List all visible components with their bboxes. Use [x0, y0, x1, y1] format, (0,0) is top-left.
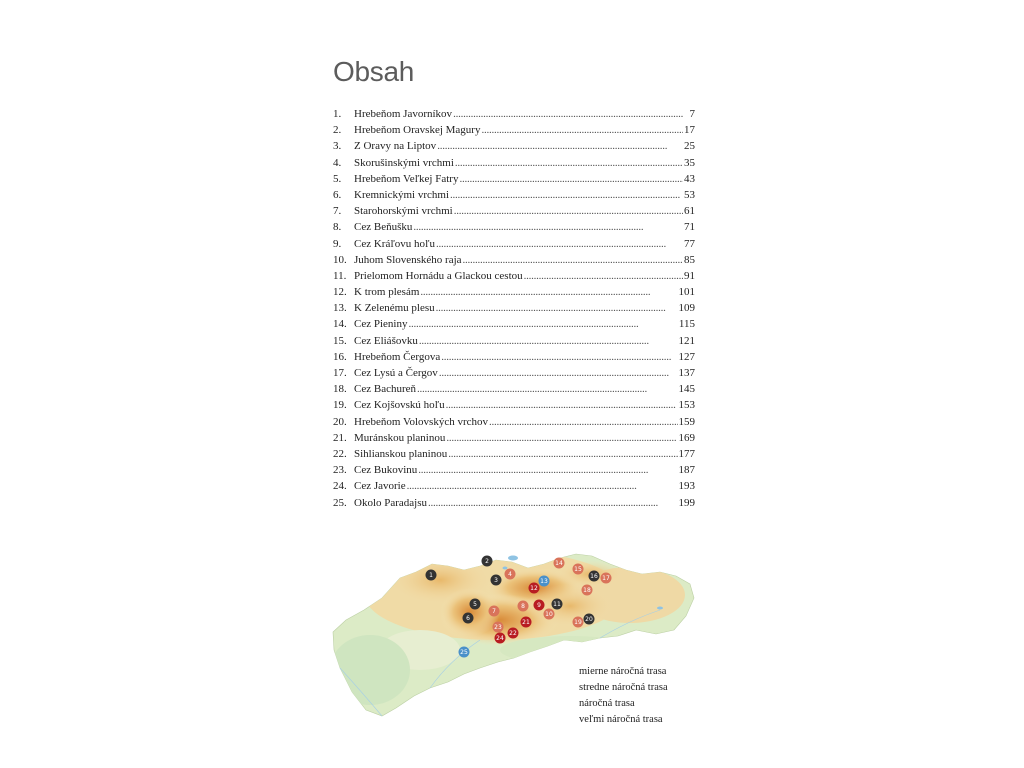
toc-entry[interactable]	[333, 205, 695, 221]
dot-leader	[420, 286, 677, 298]
route-marker-24	[495, 633, 506, 644]
toc-entry-title: Cez Beňušku	[354, 221, 413, 234]
legend-item-easy: mierne náročná trasa	[579, 666, 667, 677]
toc-entry-title: Z Oravy na Liptov	[354, 140, 437, 153]
toc-entry[interactable]	[333, 480, 695, 496]
dot-leader	[408, 318, 677, 330]
toc-entry-number: 11.	[333, 269, 347, 282]
dot-leader	[436, 238, 683, 250]
toc-entry-number: 16.	[333, 350, 347, 363]
toc-entry-number: 12.	[333, 286, 347, 299]
toc-entry-title: Kremnickými vrchmi	[354, 188, 450, 201]
dot-leader	[418, 464, 677, 476]
toc-entry-number: 17.	[333, 367, 347, 379]
toc-entry[interactable]	[333, 399, 695, 415]
dot-leader	[450, 189, 683, 201]
toc-entry-page: 43	[684, 172, 695, 185]
toc-entry-title: Skorušinskými vrchmi	[354, 156, 454, 169]
route-marker-21	[521, 617, 532, 628]
route-marker-label: 21	[522, 619, 530, 626]
toc-entry-page: 145	[678, 383, 695, 396]
toc-entry-title: Cez Lysú a Čergov	[354, 367, 438, 379]
toc-entry[interactable]	[333, 221, 695, 237]
route-marker-label: 10	[545, 611, 553, 618]
toc-entry[interactable]	[333, 464, 695, 480]
route-marker-label: 14	[555, 560, 563, 567]
toc-entry-title: Cez Pieniny	[354, 318, 408, 331]
route-marker-18	[582, 585, 593, 596]
route-marker-label: 17	[602, 575, 610, 582]
toc-entry[interactable]	[333, 140, 695, 156]
table-of-contents	[333, 108, 695, 513]
toc-entry[interactable]	[333, 351, 695, 367]
dot-leader	[463, 254, 683, 266]
route-marker-16	[589, 571, 600, 582]
dot-leader	[437, 140, 683, 152]
route-marker-label: 9	[537, 602, 541, 609]
legend-item-medium: stredne náročná trasa	[579, 682, 668, 693]
toc-entry-title: Muránskou planinou	[354, 431, 446, 444]
toc-entry-number: 18.	[333, 383, 347, 396]
toc-entry-page: 7	[689, 108, 695, 120]
toc-entry-page: 137	[678, 367, 695, 379]
page-title: Obsah	[333, 56, 414, 87]
toc-entry-number: 7.	[333, 205, 342, 218]
route-marker-10	[544, 609, 555, 620]
route-marker-label: 5	[473, 601, 477, 608]
dot-leader	[455, 157, 683, 169]
toc-entry-title: Cez Eliášovku	[354, 334, 418, 347]
route-marker-5	[470, 599, 481, 610]
route-marker-25	[459, 647, 470, 658]
toc-entry-page: 127	[678, 350, 695, 363]
route-marker-2	[482, 556, 493, 567]
toc-entry-page: 101	[678, 286, 695, 299]
toc-entry[interactable]	[333, 416, 695, 432]
toc-entry[interactable]	[333, 318, 695, 334]
route-marker-13	[539, 576, 550, 587]
toc-entry-number: 5.	[333, 172, 342, 185]
route-marker-label: 6	[466, 615, 470, 622]
toc-entry-title: Hrebeňom Oravskej Magury	[354, 124, 481, 137]
toc-entry-title: Cez Bachureň	[354, 383, 416, 396]
toc-entry-title: Cez Kráľovu hoľu	[354, 237, 436, 250]
route-marker-7	[489, 606, 500, 617]
dot-leader	[524, 270, 683, 282]
route-marker-11	[552, 599, 563, 610]
toc-entry-number: 23.	[333, 464, 347, 477]
toc-entry[interactable]	[333, 254, 695, 270]
toc-entry-page: 177	[678, 447, 695, 460]
toc-entry[interactable]	[333, 383, 695, 399]
route-marker-label: 16	[590, 573, 598, 580]
route-marker-label: 13	[540, 578, 548, 585]
route-marker-label: 15	[574, 566, 582, 573]
route-marker-label: 4	[508, 571, 512, 578]
dot-leader	[453, 108, 688, 120]
route-marker-label: 8	[521, 603, 525, 610]
dot-leader	[459, 173, 683, 185]
route-marker-label: 12	[530, 585, 538, 592]
difficulty-legend	[579, 664, 668, 728]
route-marker-label: 1	[429, 572, 433, 579]
toc-entry-page: 187	[678, 464, 695, 477]
route-marker-label: 7	[492, 608, 496, 615]
toc-entry-page: 85	[684, 253, 695, 266]
toc-entry[interactable]	[333, 157, 695, 173]
route-marker-label: 11	[553, 601, 561, 608]
route-marker-22	[508, 628, 519, 639]
toc-entry-number: 15.	[333, 334, 347, 347]
route-marker-19	[573, 617, 584, 628]
toc-entry-number: 24.	[333, 480, 347, 493]
toc-entry-page: 169	[678, 431, 695, 444]
route-marker-3	[491, 575, 502, 586]
toc-entry[interactable]	[333, 124, 695, 140]
route-marker-1	[426, 570, 437, 581]
toc-entry-title: Hrebeňom Čergova	[354, 350, 441, 363]
route-marker-label: 3	[494, 577, 498, 584]
toc-entry[interactable]	[333, 173, 695, 189]
toc-entry[interactable]	[333, 448, 695, 464]
toc-entry[interactable]	[333, 286, 695, 302]
toc-entry-page: 199	[678, 496, 695, 509]
toc-entry-number: 8.	[333, 221, 342, 234]
dot-leader	[407, 480, 678, 492]
toc-entry-number: 19.	[333, 399, 347, 412]
dot-leader	[454, 205, 683, 217]
toc-entry-title: K trom plesám	[354, 286, 420, 299]
route-marker-12	[529, 583, 540, 594]
toc-entry[interactable]	[333, 108, 695, 124]
toc-entry-number: 20.	[333, 415, 347, 428]
toc-entry-number: 14.	[333, 318, 347, 331]
dot-leader	[417, 383, 678, 395]
route-marker-label: 22	[509, 630, 517, 637]
dot-leader	[481, 124, 683, 136]
dot-leader	[448, 448, 677, 460]
toc-entry-page: 193	[678, 480, 695, 493]
route-marker-17	[601, 573, 612, 584]
dot-leader	[441, 351, 677, 363]
toc-entry-number: 10.	[333, 253, 347, 266]
route-marker-label: 19	[574, 619, 582, 626]
toc-entry-page: 153	[678, 399, 695, 412]
route-marker-4	[505, 569, 516, 580]
toc-entry-number: 6.	[333, 188, 342, 201]
dot-leader	[428, 497, 677, 509]
toc-entry[interactable]	[333, 238, 695, 254]
toc-entry-page: 35	[684, 156, 695, 169]
toc-entry-title: K Zelenému plesu	[354, 302, 435, 315]
toc-entry-title: Okolo Paradajsu	[354, 496, 428, 509]
toc-entry-title: Juhom Slovenského raja	[354, 253, 462, 266]
route-marker-20	[584, 614, 595, 625]
toc-entry-title: Hrebeňom Veľkej Fatry	[354, 172, 459, 185]
toc-entry-page: 17	[684, 124, 695, 137]
toc-entry-number: 21.	[333, 431, 347, 444]
toc-entry-title: Prielomom Hornádu a Glackou cestou	[354, 269, 523, 282]
route-marker-label: 24	[496, 635, 504, 642]
toc-entry-page: 115	[678, 318, 695, 331]
dot-leader	[439, 367, 678, 379]
toc-entry-number: 13.	[333, 302, 347, 315]
route-marker-15	[573, 564, 584, 575]
toc-entry-title: Cez Bukovinu	[354, 464, 418, 477]
route-marker-label: 25	[460, 649, 468, 656]
legend-item-hard: náročná trasa	[579, 698, 635, 709]
toc-entry[interactable]	[333, 335, 695, 351]
route-marker-9	[534, 600, 545, 611]
toc-entry-number: 3.	[333, 140, 342, 153]
toc-entry[interactable]	[333, 497, 695, 513]
toc-entry-page: 71	[684, 221, 695, 234]
toc-entry-number: 4.	[333, 156, 342, 169]
toc-entry-number: 2.	[333, 124, 342, 137]
toc-entry-page: 61	[684, 205, 695, 218]
toc-entry-number: 25.	[333, 496, 347, 509]
route-marker-6	[463, 613, 474, 624]
toc-entry-title: Hrebeňom Volovských vrchov	[354, 415, 489, 428]
toc-entry-title: Starohorskými vrchmi	[354, 205, 453, 218]
toc-entry-page: 159	[678, 415, 695, 428]
dot-leader	[489, 416, 677, 428]
toc-entry-title: Cez Kojšovskú hoľu	[354, 399, 445, 412]
toc-entry-number: 1.	[333, 108, 342, 120]
toc-entry-title: Hrebeňom Javorníkov	[354, 108, 453, 120]
toc-entry-page: 91	[684, 269, 695, 282]
toc-entry[interactable]	[333, 189, 695, 205]
toc-entry-title: Sihlianskou planinou	[354, 447, 448, 460]
toc-entry-page: 25	[684, 140, 695, 153]
route-marker-23	[493, 622, 504, 633]
legend-item-very-hard: veľmi náročná trasa	[579, 714, 663, 725]
dot-leader	[419, 335, 678, 347]
route-marker-label: 2	[485, 558, 489, 565]
toc-entry-page: 77	[684, 237, 695, 250]
route-marker-8	[518, 601, 529, 612]
toc-entry[interactable]	[333, 367, 695, 383]
toc-entry-page: 121	[678, 334, 695, 347]
toc-entry-title: Cez Javorie	[354, 480, 406, 493]
route-marker-label: 20	[585, 616, 593, 623]
route-marker-label: 23	[494, 624, 502, 631]
toc-entry-page: 109	[678, 302, 695, 315]
toc-entry[interactable]	[333, 302, 695, 318]
route-marker-label: 18	[583, 587, 591, 594]
toc-entry[interactable]	[333, 432, 695, 448]
toc-entry-number: 22.	[333, 447, 347, 460]
dot-leader	[446, 399, 678, 411]
dot-leader	[446, 432, 677, 444]
toc-entry-page: 53	[684, 188, 695, 201]
dot-leader	[436, 302, 678, 314]
toc-entry[interactable]	[333, 270, 695, 286]
dot-leader	[413, 221, 683, 233]
route-marker-14	[554, 558, 565, 569]
toc-entry-number: 9.	[333, 237, 342, 250]
